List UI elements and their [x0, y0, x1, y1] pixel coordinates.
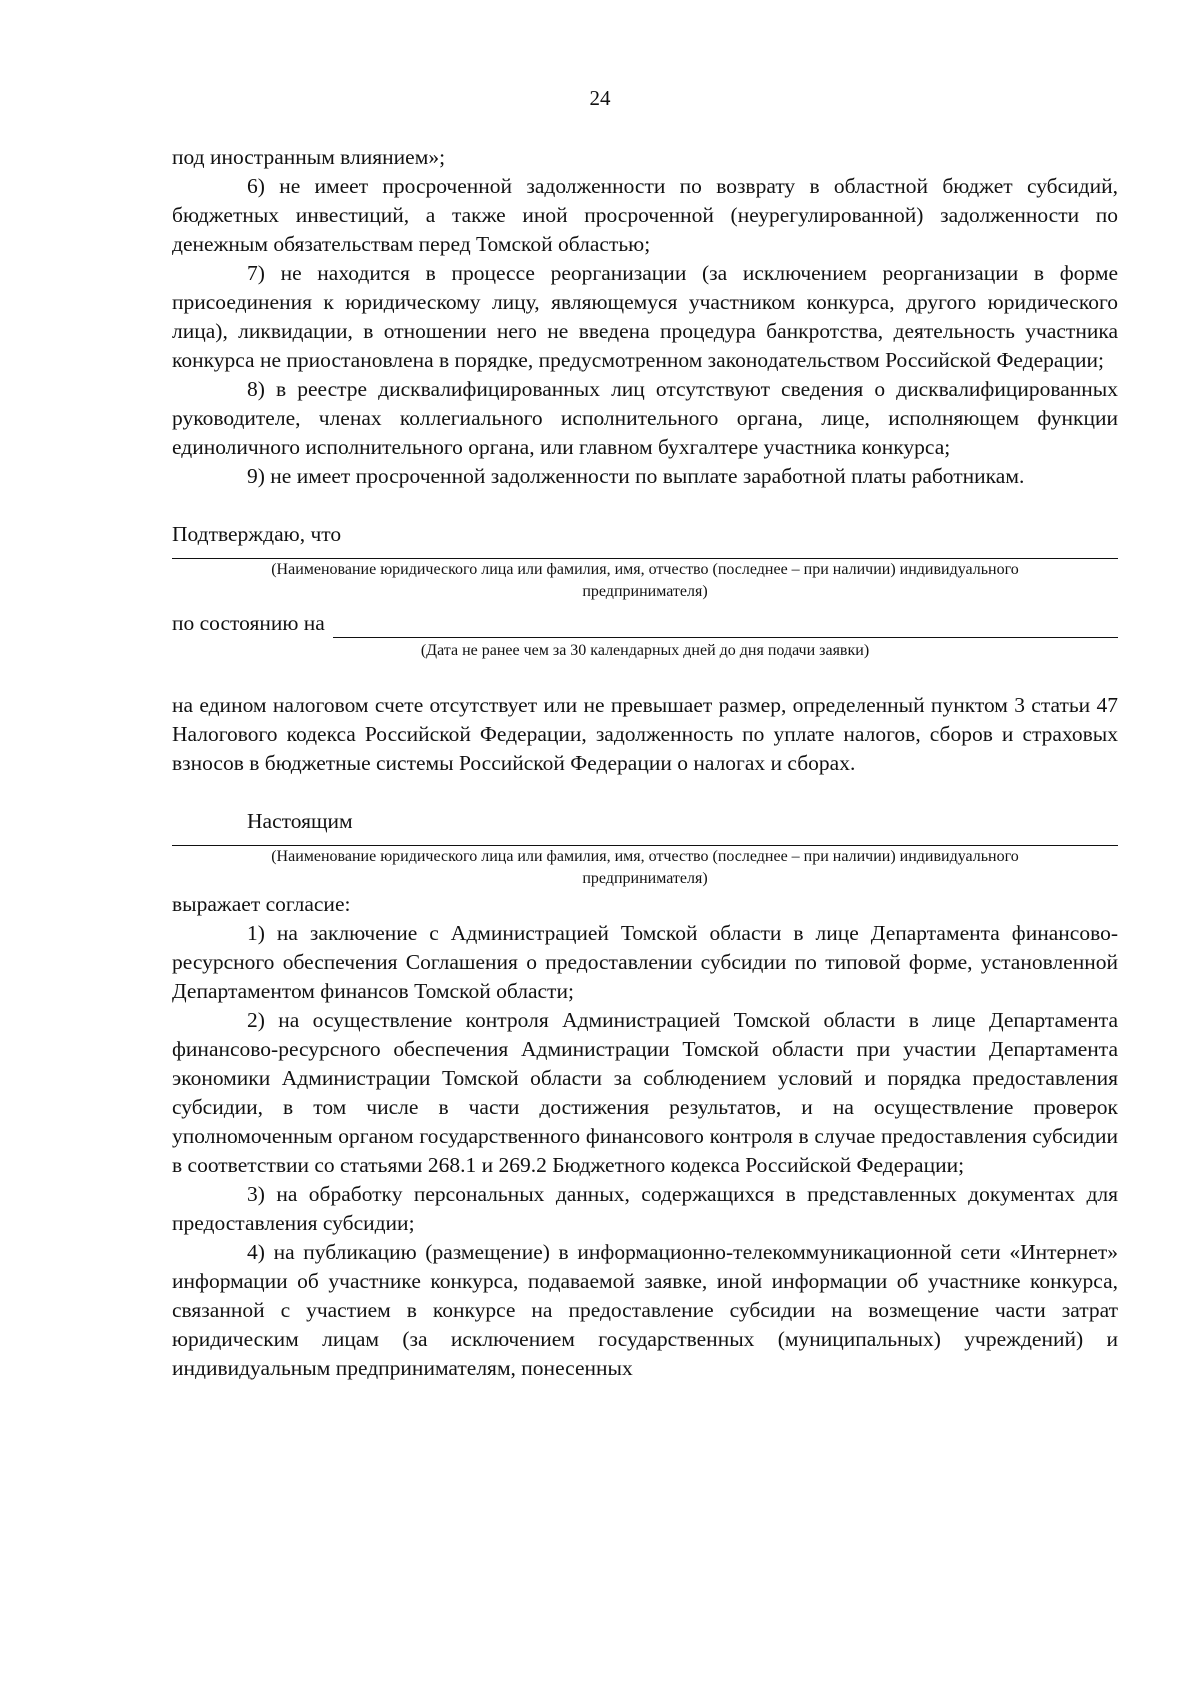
confirmation-lead: Подтверждаю, что — [172, 522, 342, 546]
spacer — [172, 778, 1118, 807]
consent-agrees: выражает согласие: — [172, 892, 351, 916]
applicant-name-blank-line — [172, 550, 1118, 559]
continuation-text: под иностранным влиянием»; — [172, 145, 446, 169]
applicant-name-caption: (Наименование юридического лица или фамилия, имя, отчество (последнее – при наличии) индивидуального предпринимателя) — [271, 561, 1019, 600]
consent-lead: Настоящим — [247, 809, 353, 833]
tax-statement: на едином налоговом счете отсутствует или не превышает размер, определенный пунктом 3 статьи 47 Налогового кодекса Российской Федерации, задолженность по уплате налогов, сборов и страховых взносов в бюджетные системы Российской Федерации о налогах и сборах. — [172, 693, 1118, 775]
consent-name-caption: (Наименование юридического лица или фамилия, имя, отчество (последнее – при наличии) индивидуального предпринимателя) — [271, 848, 1019, 887]
condition-item-8: 8) в реестре дисквалифицированных лиц отсутствуют сведения о дисквалифицированных руководителе, членах коллегиального исполнительного органа, лице, исполняющем функции единоличного исполнительного органа, или главном бухгалтере участника конкурса; — [172, 377, 1118, 459]
page-number: 24 — [589, 86, 611, 110]
date-blank-line — [333, 615, 1118, 638]
date-label: по состоянию на — [172, 611, 325, 635]
condition-item-6: 6) не имеет просроченной задолженности по возврату в областной бюджет субсидий, бюджетных инвестиций, а также иной просроченной (неурегулированной) задолженности по денежным обязательствам перед Томской областью; — [172, 174, 1118, 256]
date-row — [172, 609, 1118, 638]
consent-item-2: 2) на осуществление контроля Администрацией Томской области в лице Департамента финансово-ресурсного обеспечения Администрации Томской области при участии Департамента экономики Администрации Томской области за соблюдением условий и порядка предоставления субсидии, в том числе в части достижения результатов, и на осуществление проверок уполномоченным органом государственного финансового контроля в случае предоставления субсидии в соответствии со статьями 268.1 и 269.2 Бюджетного кодекса Российской Федерации; — [172, 1008, 1118, 1177]
condition-item-7: 7) не находится в процессе реорганизации (за исключением реорганизации в форме присоединения к юридическому лицу, являющемуся участником конкурса, другого юридического лица), ликвидации, в отношении него не введена процедура банкротства, деятельность участника конкурса не приостановлена в порядке, предусмотренном законодательством Российской Федерации; — [172, 261, 1118, 372]
spacer — [172, 662, 1118, 691]
document-body — [172, 143, 1118, 1383]
consent-item-1: 1) на заключение с Администрацией Томской области в лице Департамента финансово-ресурсного обеспечения Соглашения о предоставлении субсидии по типовой форме, установленной Департаментом финансов Томской области; — [172, 921, 1118, 1003]
date-caption: (Дата не ранее чем за 30 календарных дней до дня подачи заявки) — [420, 642, 870, 659]
consent-item-4: 4) на публикацию (размещение) в информационно-телекоммуникационной сети «Интернет» информации об участнике конкурса, подаваемой заявке, иной информации об участнике конкурса, связанной с участием в конкурсе на предоставление субсидии на возмещение части затрат юридическим лицам (за исключением государственных (муниципальных) учреждений) и индивидуальным предпринимателям, понесенных — [172, 1240, 1118, 1380]
condition-item-9: 9) не имеет просроченной задолженности по выплате заработной платы работникам. — [247, 464, 1025, 488]
consent-name-blank-line — [172, 837, 1118, 846]
spacer — [172, 491, 1118, 520]
consent-item-3: 3) на обработку персональных данных, содержащихся в представленных документах для предоставления субсидии; — [172, 1182, 1118, 1235]
